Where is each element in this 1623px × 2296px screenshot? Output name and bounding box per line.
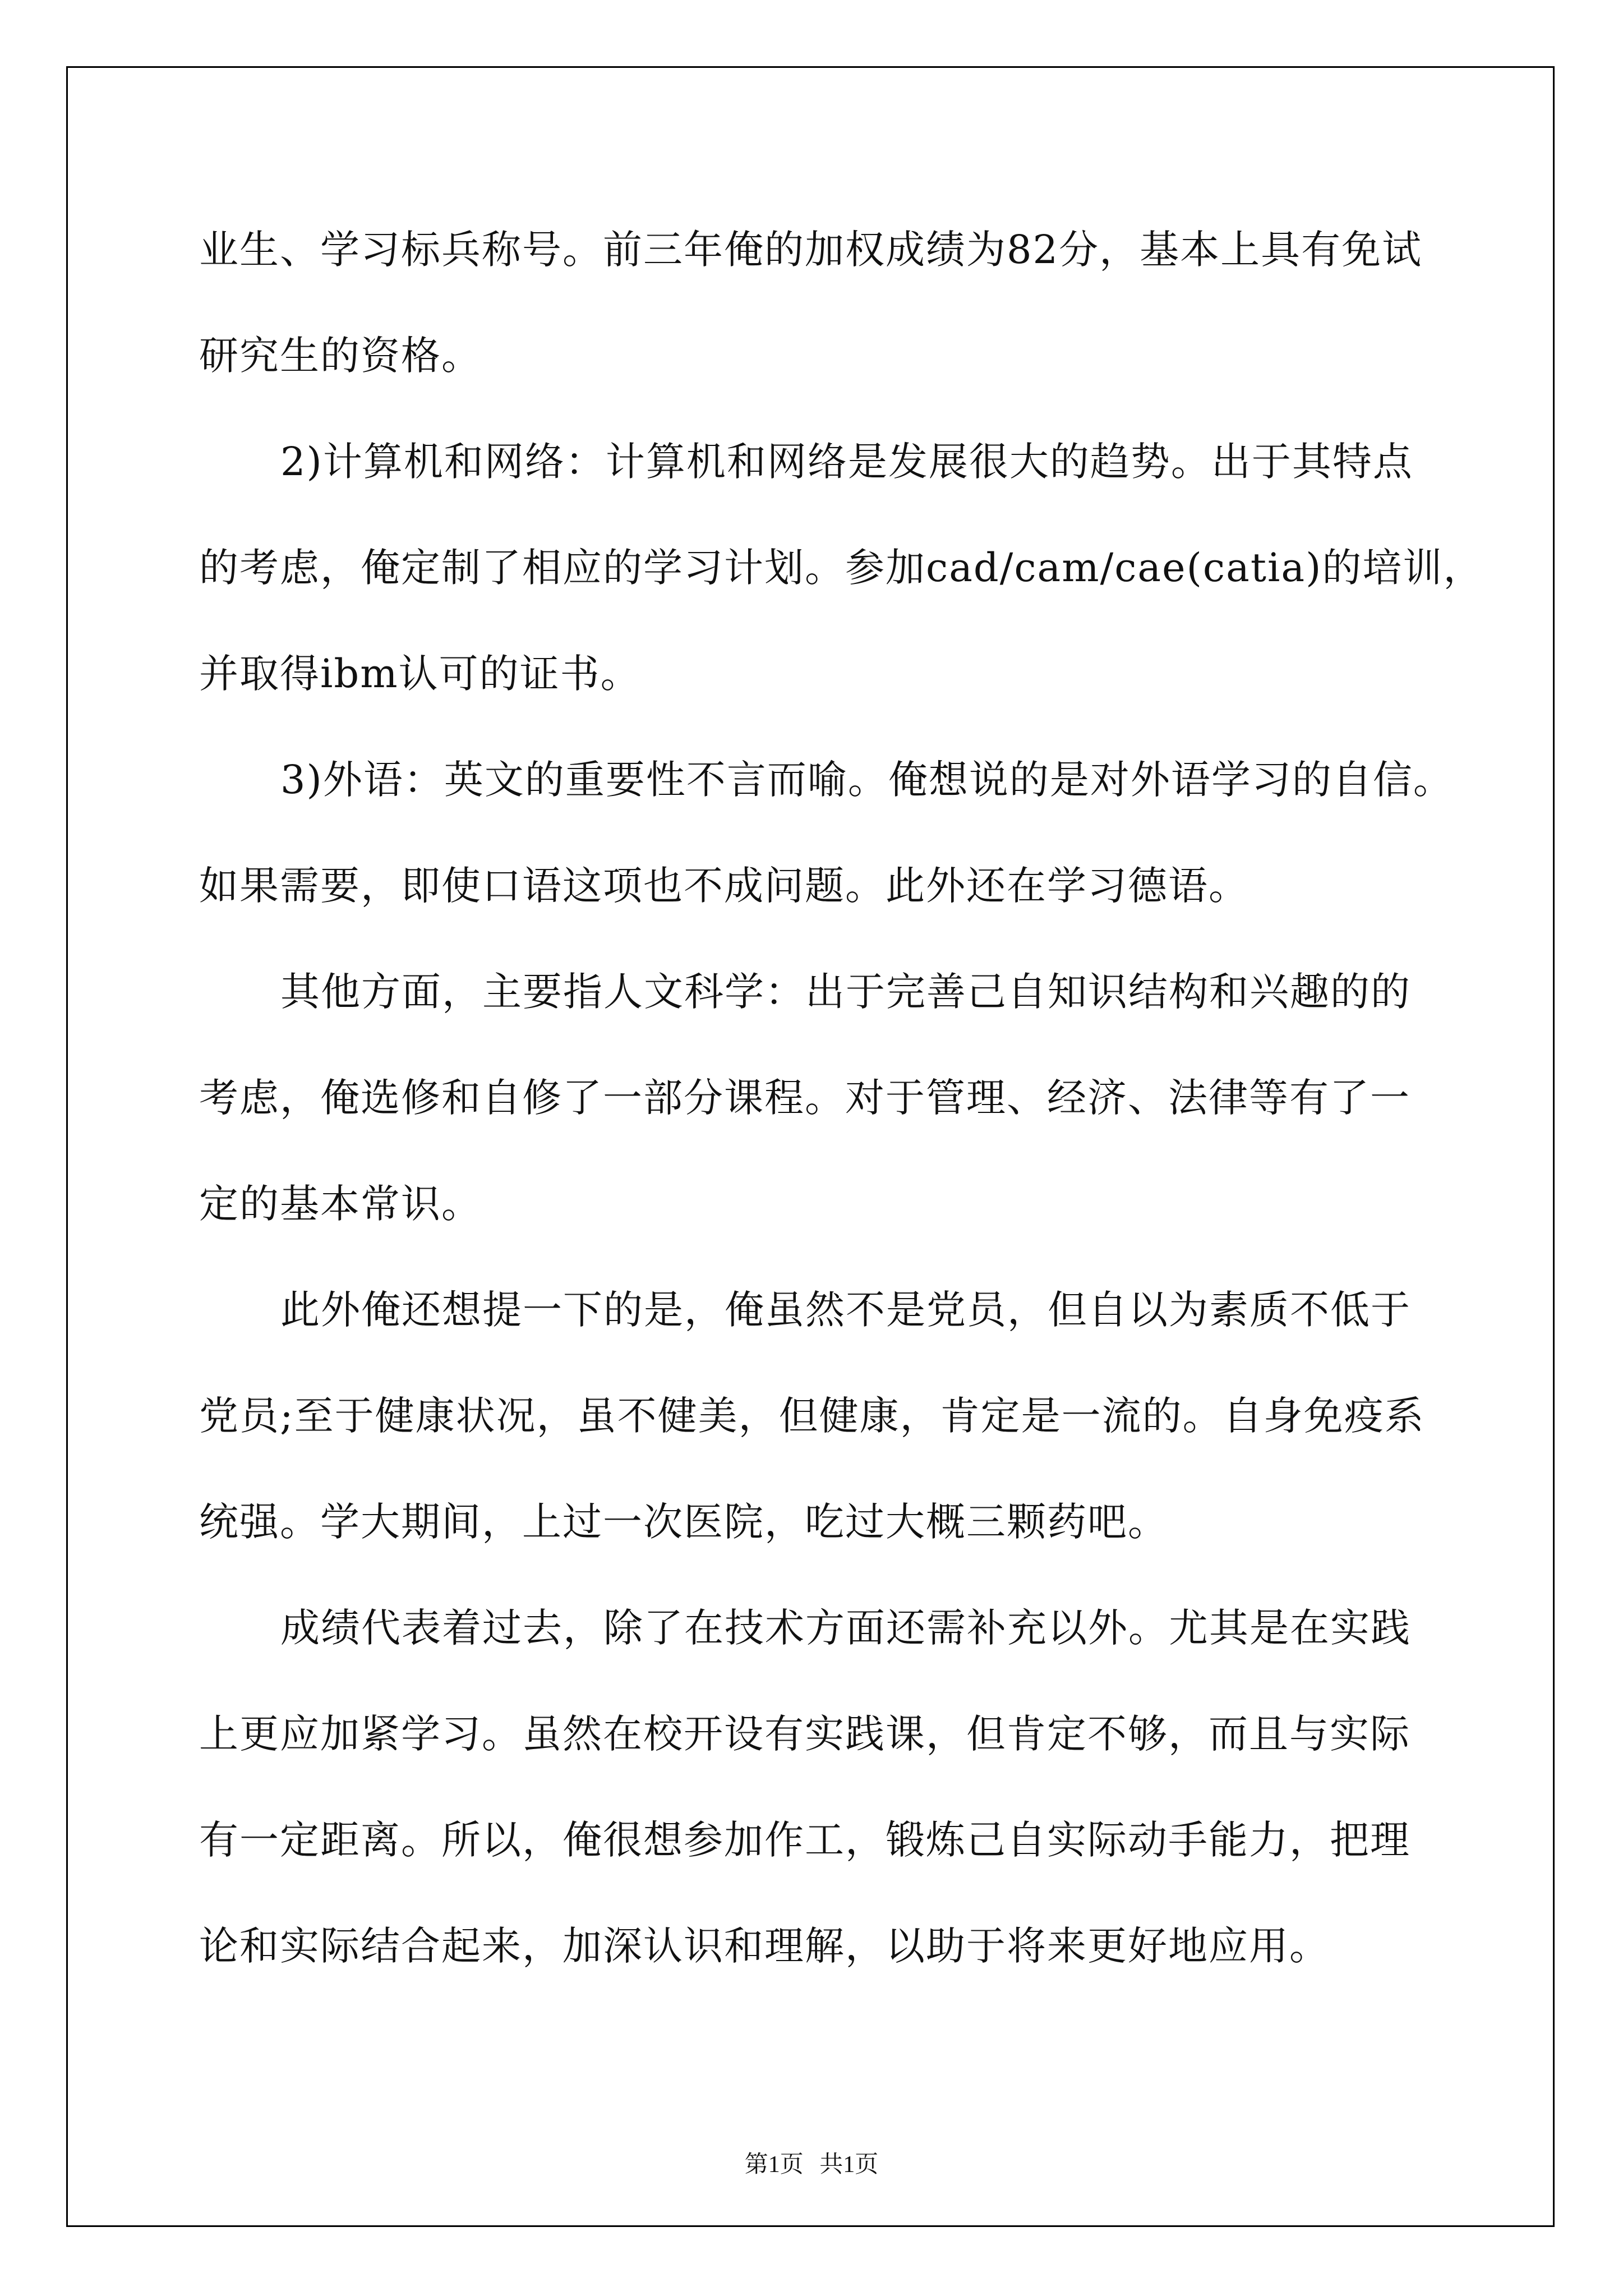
body-text-line: 成绩代表着过去，除了在技术方面还需补充以外。尤其是在实践 <box>280 1605 1411 1651</box>
body-text-line: 论和实际结合起来，加深认识和理解，以助于将来更好地应用。 <box>199 1923 1330 1969</box>
body-text-line: 2)计算机和网络：计算机和网络是发展很大的趋势。出于其特点 <box>280 439 1413 485</box>
page-border <box>66 66 1555 2227</box>
body-text-line: 党员;至于健康状况，虽不健美，但健康，肯定是一流的。自身免疫系 <box>199 1393 1425 1439</box>
body-text-line: 此外俺还想提一下的是，俺虽然不是党员，但自以为素质不低于 <box>280 1287 1411 1333</box>
body-text-line: 其他方面，主要指人文科学：出于完善己自知识结构和兴趣的的 <box>280 969 1411 1015</box>
body-text-line: 上更应加紧学习。虽然在校开设有实践课，但肯定不够，而且与实际 <box>199 1711 1410 1757</box>
body-text-line: 定的基本常识。 <box>199 1181 482 1227</box>
body-text-line: 业生、学习标兵称号。前三年俺的加权成绩为82分，基本上具有免试 <box>199 227 1423 273</box>
body-text-line: 考虑，俺选修和自修了一部分课程。对于管理、经济、法律等有了一 <box>199 1075 1410 1121</box>
body-text-line: 3)外语：英文的重要性不言而喻。俺想说的是对外语学习的自信。 <box>280 757 1454 803</box>
body-text-line: 如果需要，即使口语这项也不成问题。此外还在学习德语。 <box>199 863 1249 909</box>
body-text-line: 并取得ibm认可的证书。 <box>199 651 641 697</box>
body-text-line: 研究生的资格。 <box>199 333 482 379</box>
body-text-line: 统强。学大期间，上过一次医院，吃过大概三颗药吧。 <box>199 1499 1168 1545</box>
body-text-line: 的考虑，俺定制了相应的学习计划。参加cad/cam/cae(catia)的培训， <box>199 545 1484 591</box>
page-footer: 第1页 共1页 <box>744 2152 879 2178</box>
body-text-line: 有一定距离。所以，俺很想参加作工，锻炼己自实际动手能力，把理 <box>199 1817 1410 1863</box>
